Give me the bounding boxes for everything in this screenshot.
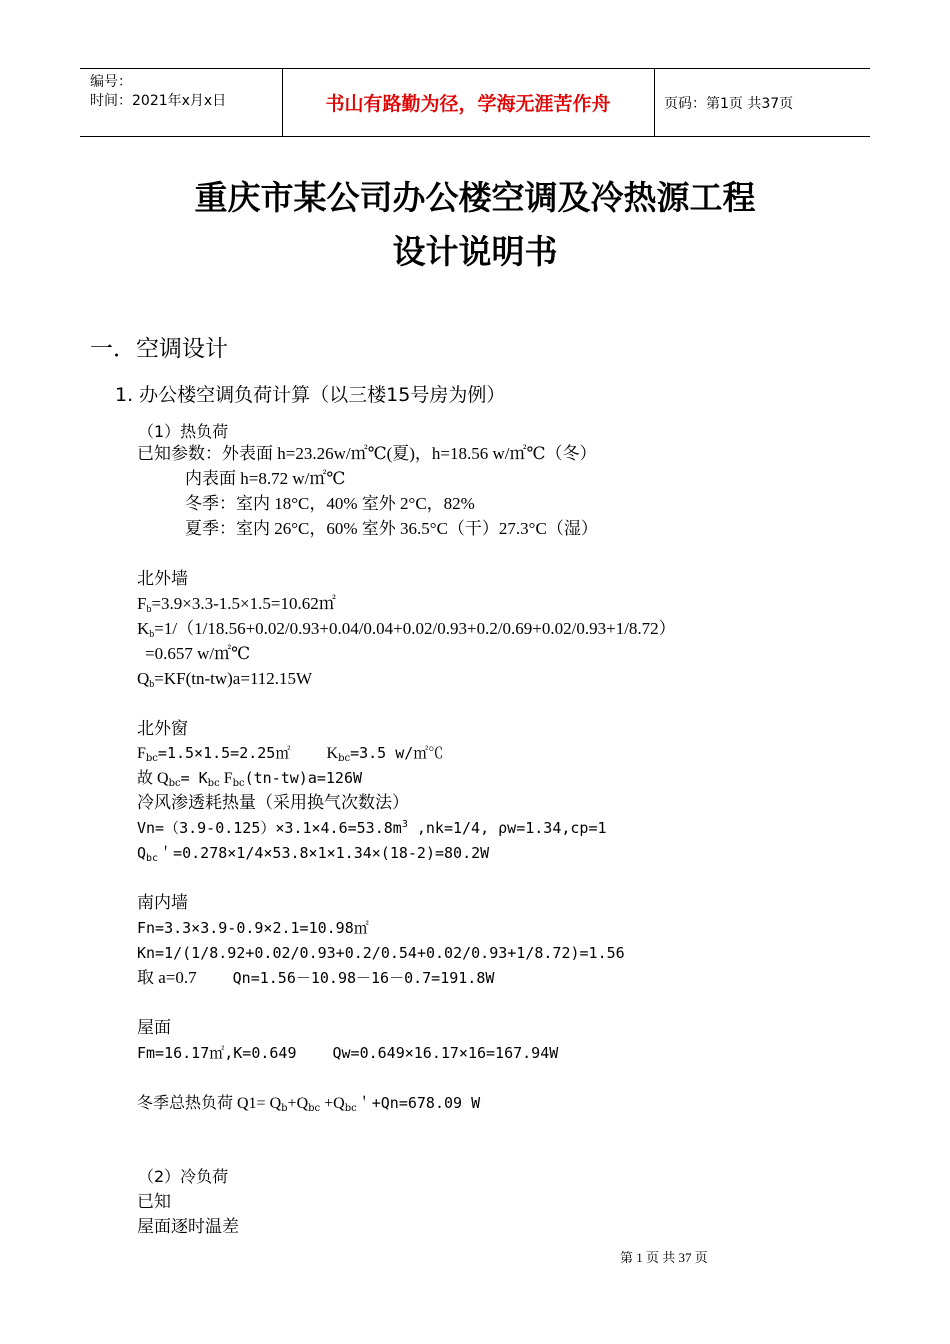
south-wall-heading: 南内墙 (137, 893, 188, 912)
winter-conditions: 冬季：室内 18°C，40% 室外 2°C，82% (185, 494, 475, 513)
header-meta (90, 73, 226, 111)
page-footer: 第 1 页 共 37 页 (620, 1250, 708, 1265)
north-wall-heading: 北外墙 (137, 569, 188, 588)
cold-load-known: 已知 (137, 1192, 171, 1211)
winter-total-heat-load: 冬季总热负荷 $Q1= Q_b+Q_{bc} +Q_{bc}$＇+Qn=678.09 W (137, 1094, 481, 1114)
south-wall-q: 取 a=0.7 Qn=1.56－10.98－16－0.7=191.8W (137, 968, 495, 987)
north-window-q: 故 $Q_{bc}= K_{bc}$ $F_{bc}(tn-tw)a=126W$ (137, 769, 363, 789)
north-window-area: $F_{bc}=1.5\times 1.5=2.25㎡$ $K_{bc}=3.5$ w/㎡℃ (137, 744, 444, 764)
north-wall-q: $Q_b=KF(tn-tw)a=112.15W$ (137, 669, 313, 690)
section-heading: 一．空调设计 (90, 336, 228, 362)
doc-title-line2: 设计说明书 (392, 232, 558, 271)
north-wall-k-result: =0.657 w/㎡℃ (145, 644, 251, 663)
north-wall-area: $F_b=3.9\times 3.3-1.5\times 1.5=10.62㎡$ (137, 594, 336, 615)
south-wall-k: Kn=1/(1/8.92+0.02/0.93+0.2/0.54+0.02/0.93+1/8.72)=1.56 (137, 944, 625, 962)
infiltration-heading: 冷风渗透耗热量（采用换气次数法） (137, 793, 409, 812)
page-header (80, 68, 870, 137)
north-window-heading: 北外窗 (137, 719, 188, 738)
inner-surface: 内表面 h=8.72 w/㎡℃ (185, 469, 346, 488)
header-page-label: 页码：第1页 共37页 (664, 95, 794, 112)
infiltration-heat: $Q_{bc}$＇=0.278×1/4×53.8×1×1.34×(18-2)=80.2W (137, 844, 490, 864)
header-motto: 书山有路勤为径，学海无涯苦作舟 (325, 93, 611, 115)
summer-conditions: 夏季：室内 26°C，60% 室外 36.5°C（干）27.3°C（湿） (185, 519, 598, 538)
known-params: 已知参数：外表面 h=23.26w/㎡℃(夏)，h=18.56 w/㎡℃（冬） (137, 444, 597, 463)
subsection-heading: 1. 办公楼空调负荷计算（以三楼15号房为例） (115, 384, 506, 406)
heat-load-heading: （1）热负荷 (138, 422, 229, 441)
roof-calc: Fm=16.17㎡,K=0.649 Qw=0.649×16.17×16=167.94W (137, 1044, 559, 1062)
north-wall-k: $K_b=1/(1/18.56+0.02/0.93+0.04/0.04+0.02/0.93+0.2/0.69+0.02/0.93+1/8.72)$ (137, 619, 676, 640)
infiltration-volume: $Vn=(3.9-0.125)\times 3.1\times 4.6=53.8m^3$ ,nk=1/4, ρw=1.34,cp=1 (137, 819, 607, 837)
doc-title-line1: 重庆市某公司办公楼空调及冷热源工程 (194, 178, 756, 217)
doc-date-label: 时间：2021年x月x日 (90, 93, 227, 109)
south-wall-area: Fn=3.3×3.9-0.9×2.1=10.98㎡ (137, 919, 369, 937)
cold-load-heading: （2）冷负荷 (138, 1167, 229, 1186)
header-divider (654, 69, 655, 136)
roof-heading: 屋面 (137, 1018, 171, 1037)
roof-temp-diff: 屋面逐时温差 (137, 1217, 239, 1236)
doc-number-label: 编号： (90, 74, 132, 90)
